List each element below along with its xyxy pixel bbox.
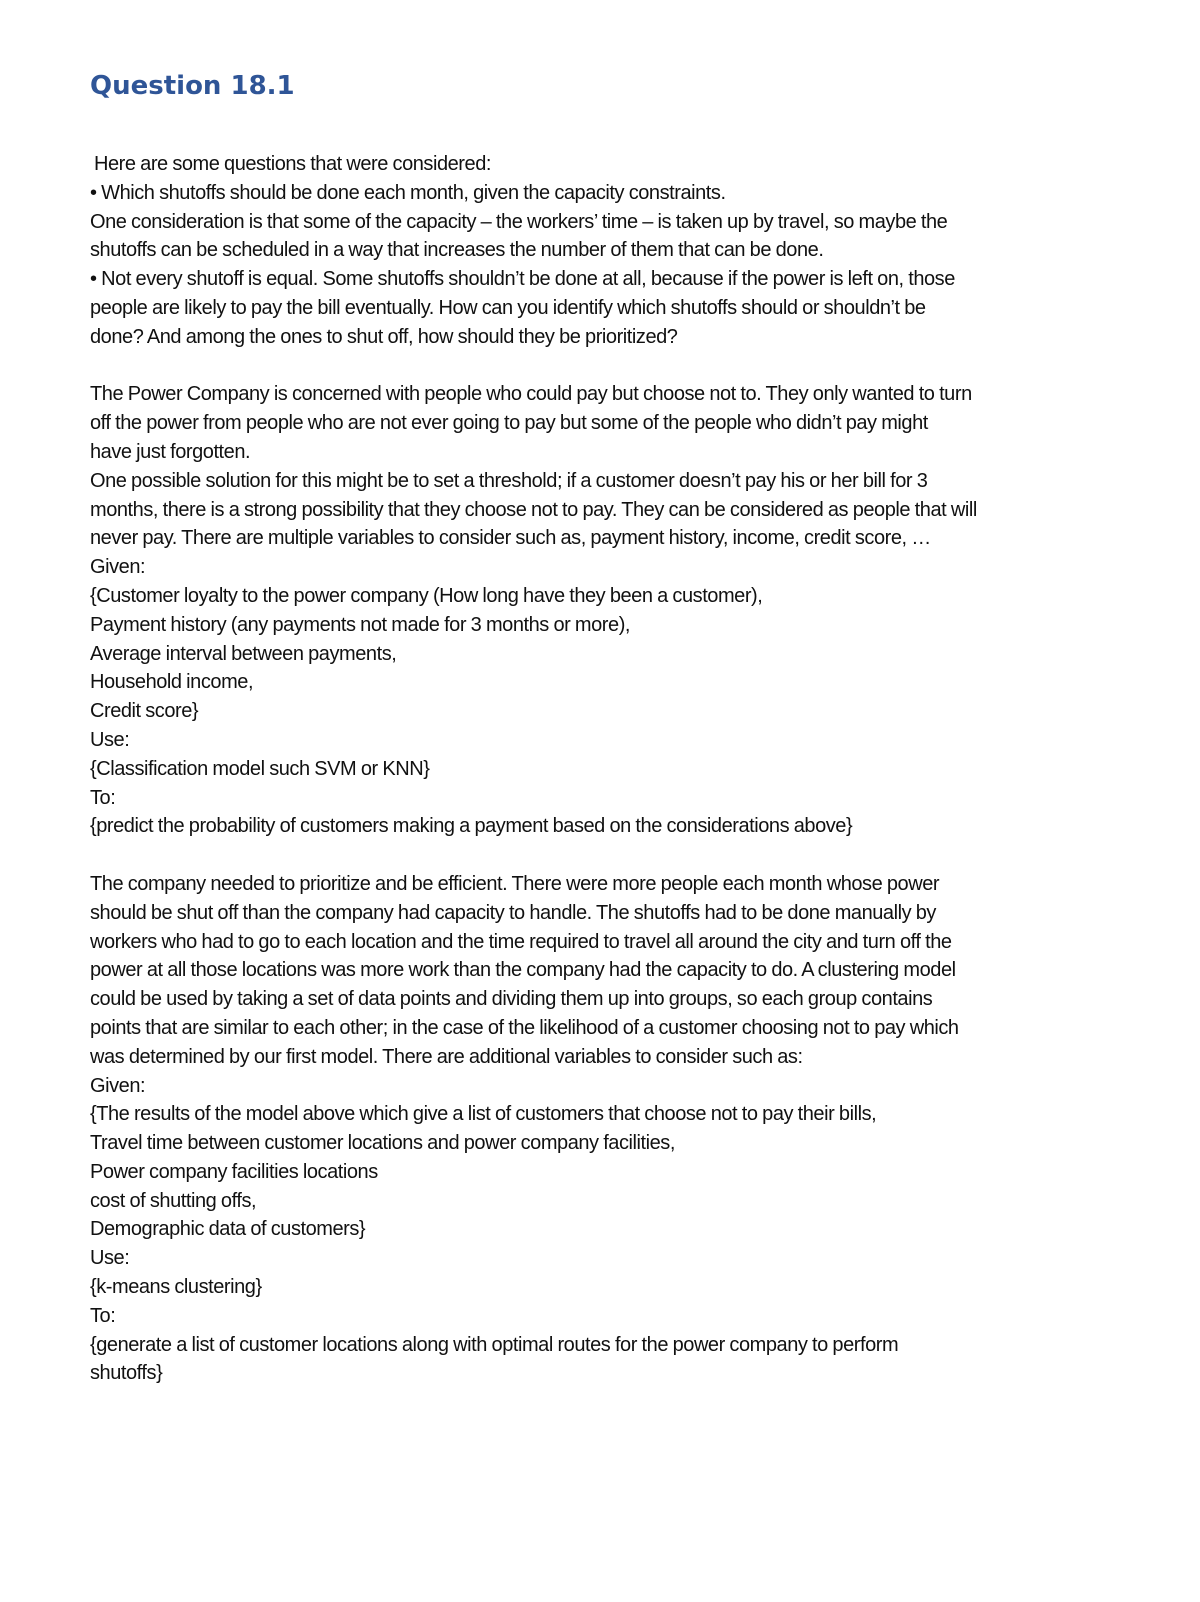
classification-line: {Classification model such SVM or KNN} [90, 757, 430, 780]
clustering-line: could be used by taking a set of data points and dividing them up into groups, so each group contains [90, 988, 933, 1011]
paragraph-gap [90, 352, 1100, 381]
clustering-line: power at all those locations was more work than the company had the capacity to do. A clustering model [90, 959, 956, 982]
classification-line: To: [90, 786, 116, 809]
classification-line: Given: [90, 556, 146, 579]
clustering-line: shutoffs} [90, 1362, 163, 1385]
classification-line: {predict the probability of customers making a payment based on the considerations above} [90, 815, 853, 838]
clustering-line: cost of shutting offs, [90, 1189, 257, 1212]
classification-line: never pay. There are multiple variables to consider such as, payment history, income, credit score, … [90, 527, 931, 550]
classification-section [90, 380, 1100, 841]
questions-section [90, 150, 1100, 352]
questions-line: • Not every shutoff is equal. Some shutoffs shouldn’t be done at all, because if the power is left on, those [90, 268, 955, 291]
clustering-line: The company needed to prioritize and be efficient. There were more people each month whose power [90, 872, 940, 895]
questions-line: One consideration is that some of the capacity – the workers’ time – is taken up by travel, so maybe the [90, 210, 948, 233]
clustering-line: {The results of the model above which give a list of customers that choose not to pay their bills, [90, 1103, 877, 1126]
classification-line: off the power from people who are not ever going to pay but some of the people who didn’t pay might [90, 412, 928, 435]
questions-line: shutoffs can be scheduled in a way that increases the number of them that can be done. [90, 239, 824, 262]
questions-line: • Which shutoffs should be done each month, given the capacity constraints. [90, 181, 726, 204]
classification-line: Use: [90, 728, 130, 751]
document-body [90, 150, 1100, 1388]
clustering-line: To: [90, 1304, 116, 1327]
classification-line: Household income, [90, 671, 254, 694]
classification-line: One possible solution for this might be to set a threshold; if a customer doesn’t pay his or her bill for 3 [90, 469, 928, 492]
clustering-line: Use: [90, 1247, 130, 1270]
clustering-line: {generate a list of customer locations along with optimal routes for the power company to perform [90, 1333, 899, 1356]
classification-line: Average interval between payments, [90, 642, 397, 665]
paragraph-gap [90, 841, 1100, 870]
clustering-line: Demographic data of customers} [90, 1218, 366, 1241]
clustering-line: was determined by our first model. There are additional variables to consider such as: [90, 1045, 803, 1068]
clustering-line: Power company facilities locations [90, 1160, 378, 1183]
clustering-line: Given: [90, 1074, 146, 1097]
clustering-line: should be shut off than the company had capacity to handle. The shutoffs had to be done manually by [90, 901, 936, 924]
classification-line: Payment history (any payments not made for 3 months or more), [90, 613, 631, 636]
clustering-section [90, 870, 1100, 1388]
classification-line: {Customer loyalty to the power company (How long have they been a customer), [90, 584, 763, 607]
clustering-line: points that are similar to each other; in the case of the likelihood of a customer choosing not to pay which [90, 1016, 959, 1039]
clustering-line: Travel time between customer locations and power company facilities, [90, 1132, 675, 1155]
questions-line: done? And among the ones to shut off, how should they be prioritized? [90, 325, 678, 348]
question-title: Question 18.1 [90, 71, 295, 101]
classification-line: have just forgotten. [90, 440, 251, 463]
classification-line: Credit score} [90, 700, 199, 723]
classification-line: The Power Company is concerned with people who could pay but choose not to. They only wanted to turn [90, 383, 972, 406]
questions-line: Here are some questions that were considered: [94, 153, 491, 175]
clustering-line: {k-means clustering} [90, 1276, 262, 1299]
questions-line: people are likely to pay the bill eventually. How can you identify which shutoffs should or shouldn’t be [90, 296, 926, 319]
classification-line: months, there is a strong possibility that they choose not to pay. They can be considered as people that will [90, 498, 977, 521]
clustering-line: workers who had to go to each location and the time required to travel all around the city and turn off the [90, 930, 952, 953]
